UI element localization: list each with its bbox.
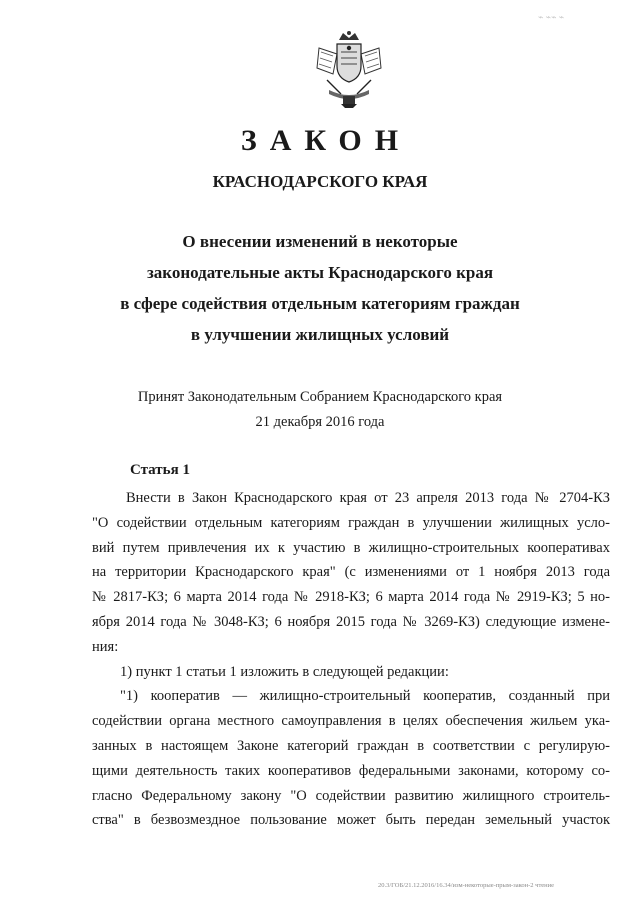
text-line: ября 2014 года № 3048-КЗ; 6 ноября 2015 года № 3269-КЗ) следующие измене-: [92, 613, 610, 630]
text-line: ния:: [92, 638, 119, 655]
document-footer-code: 20.3/ГОБ/21.12.2016/16.34/изм-некоторые-прым-закон-2 чтение: [378, 882, 555, 889]
text-line: № 2817-КЗ; 6 марта 2014 года № 2918-КЗ; 6 марта 2014 года № 2919-КЗ; 5 но-: [92, 589, 610, 606]
subject-line: О внесении изменений в некоторые: [182, 232, 458, 251]
coat-of-arms-emblem: [313, 30, 385, 110]
text-line: содействии органа местного самоуправления в целях обеспечения жильем ука-: [92, 713, 610, 730]
subject-line: в сфере содействия отдельным категориям граждан: [120, 294, 520, 313]
subject-line: в улучшении жилищных условий: [190, 325, 450, 344]
text-line: "1) кооператив — жилищно-строительный кооператив, созданный при: [120, 688, 610, 705]
text-line: 1) пункт 1 статьи 1 изложить в следующей редакции:: [120, 663, 449, 680]
text-line: ства" в безвозмездное пользование может быть передан земельный участок: [92, 812, 610, 829]
adoption-body: Принят Законодательным Собранием Краснодарского края: [137, 389, 503, 405]
text-line: "О содействии отдельным категориям граждан в улучшении жилищных усло-: [92, 514, 610, 531]
text-line: Внести в Закон Краснодарского края от 23 апреля 2013 года № 2704-КЗ: [126, 490, 610, 506]
adoption-note: [0, 385, 640, 435]
text-line: на территории Краснодарского края" (с изменениями от 1 ноября 2013 года: [92, 564, 610, 581]
registration-stamp-mark: ⌁ ⌁⌁ ⌁: [538, 12, 565, 22]
law-subject: [0, 226, 640, 350]
article-heading: Статья 1: [130, 462, 190, 478]
text-line: щими деятельность таких кооперативов федеральными законами, которому со-: [92, 762, 610, 779]
text-line: гласно Федеральному закону "О содействии развитию жилищного строитель-: [92, 787, 610, 804]
document-type-title: ЗАКОН: [240, 124, 412, 157]
region-title: КРАСНОДАРСКОГО КРАЯ: [212, 172, 428, 191]
text-line: вий путем привлечения их к участию в жилищно-строительных кооперативах: [92, 539, 610, 556]
article-text: [92, 486, 610, 833]
text-line: занных в настоящем Законе категорий граждан в соответствии с регулирую-: [92, 737, 610, 754]
subject-line: законодательные акты Краснодарского края: [146, 263, 494, 282]
adoption-date: 21 декабря 2016 года: [255, 414, 385, 430]
